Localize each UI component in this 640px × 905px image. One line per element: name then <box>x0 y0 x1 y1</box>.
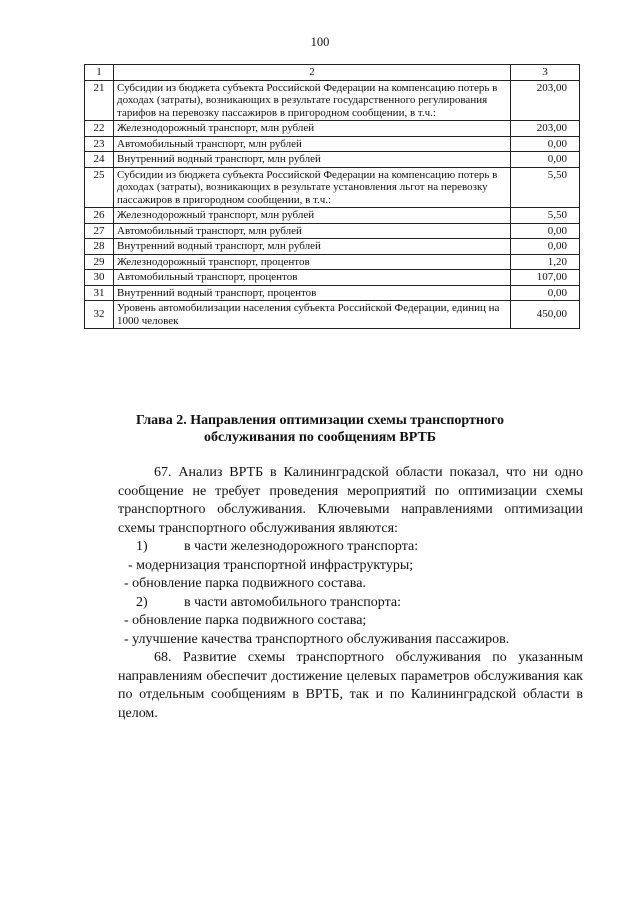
header-cell-2: 2 <box>114 65 511 81</box>
table-row <box>85 121 580 137</box>
row-value-cell: 450,00 <box>511 301 580 329</box>
chapter-heading-line-1: Глава 2. Направления оптимизации схемы транспортного <box>136 413 504 428</box>
table-row <box>85 167 580 208</box>
list-item-2a: - обновление парка подвижного состава; <box>124 613 367 628</box>
indicators-table <box>84 64 580 329</box>
row-value-cell: 107,00 <box>511 270 580 286</box>
row-number-cell: 26 <box>85 208 114 224</box>
row-number-cell: 23 <box>85 136 114 152</box>
row-label-cell: Уровень автомобилизации населения субъекта Российской Федерации, единиц на 1000 человек <box>114 301 511 329</box>
row-label-cell: Автомобильный транспорт, млн рублей <box>114 223 511 239</box>
row-value-cell: 5,50 <box>511 167 580 208</box>
list-item-2-number: 2) <box>136 594 148 610</box>
table-header-row <box>85 65 580 81</box>
row-label-cell: Внутренний водный транспорт, млн рублей <box>114 152 511 168</box>
table-row <box>85 285 580 301</box>
list-item-2 <box>118 594 583 613</box>
row-number-cell: 30 <box>85 270 114 286</box>
list-item-2-text: в части автомобильного транспорта: <box>184 594 401 610</box>
list-item-2b: - улучшение качества транспортного обслуживания пассажиров. <box>124 631 510 647</box>
row-value-cell: 0,00 <box>511 239 580 255</box>
chapter-heading-line-2: обслуживания по сообщениям ВРТБ <box>203 430 437 445</box>
row-value-cell: 0,00 <box>511 285 580 301</box>
row-number-cell: 21 <box>85 80 114 121</box>
table-row <box>85 270 580 286</box>
body-text <box>118 464 583 723</box>
table-row <box>85 80 580 121</box>
chapter-heading <box>100 412 540 446</box>
page-number: 100 <box>310 35 330 49</box>
row-number-cell: 24 <box>85 152 114 168</box>
row-label-cell: Внутренний водный транспорт, млн рублей <box>114 239 511 255</box>
row-number-cell: 27 <box>85 223 114 239</box>
row-number-cell: 25 <box>85 167 114 208</box>
list-item-1-number: 1) <box>136 539 148 554</box>
row-value-cell: 203,00 <box>511 121 580 137</box>
row-number-cell: 32 <box>85 301 114 329</box>
row-label-cell: Автомобильный транспорт, млн рублей <box>114 136 511 152</box>
table-row <box>85 223 580 239</box>
row-value-cell: 5,50 <box>511 208 580 224</box>
row-label-cell: Автомобильный транспорт, процентов <box>114 270 511 286</box>
row-value-cell: 203,00 <box>511 80 580 121</box>
row-value-cell: 0,00 <box>511 223 580 239</box>
header-cell-1: 1 <box>85 65 114 81</box>
row-label-cell: Железнодорожный транспорт, млн рублей <box>114 121 511 137</box>
row-label-cell: Железнодорожный транспорт, процентов <box>114 254 511 270</box>
row-number-cell: 28 <box>85 239 114 255</box>
table-row <box>85 254 580 270</box>
row-label-cell: Субсидии из бюджета субъекта Российской Федерации на компенсацию потерь в доходах (затраты), возникающих в результате установления льгот на перевозку пассажиров в пригородном сообщении, в т.ч.: <box>114 167 511 208</box>
table-row <box>85 208 580 224</box>
row-label-cell: Внутренний водный транспорт, процентов <box>114 285 511 301</box>
list-item-1-text: в части железнодорожного транспорта: <box>184 539 419 554</box>
header-cell-3: 3 <box>511 65 580 81</box>
paragraph-68: 68. Развитие схемы транспортного обслуживания по указанным направлениям обеспечит достижение целевых параметров обслуживания как по отдельным сообщениям в ВРТБ, так и по Калининградской области в целом. <box>118 650 583 721</box>
row-label-cell: Субсидии из бюджета субъекта Российской Федерации на компенсацию потерь в доходах (затраты), возникающих в результате государственного регулирования тарифов на перевозку пассажиров в пригородном сообщении, в т.ч.: <box>114 80 511 121</box>
row-number-cell: 29 <box>85 254 114 270</box>
row-number-cell: 22 <box>85 121 114 137</box>
row-label-cell: Железнодорожный транспорт, млн рублей <box>114 208 511 224</box>
list-item-1b: - обновление парка подвижного состава. <box>124 576 366 591</box>
table-row <box>85 152 580 168</box>
list-item-1a: - модернизация транспортной инфраструктуры; <box>128 557 414 573</box>
row-value-cell: 1,20 <box>511 254 580 270</box>
table-row <box>85 301 580 329</box>
row-value-cell: 0,00 <box>511 152 580 168</box>
row-value-cell: 0,00 <box>511 136 580 152</box>
table-row <box>85 239 580 255</box>
list-item-1 <box>118 538 583 557</box>
table-row <box>85 136 580 152</box>
paragraph-67: 67. Анализ ВРТБ в Калининградской области показал, что ни одно сообщение не требует проведения мероприятий по оптимизации схемы транспортного обслуживания. Ключевыми направлениями оптимизации схемы транспортного обслуживания являются: <box>118 465 583 536</box>
row-number-cell: 31 <box>85 285 114 301</box>
